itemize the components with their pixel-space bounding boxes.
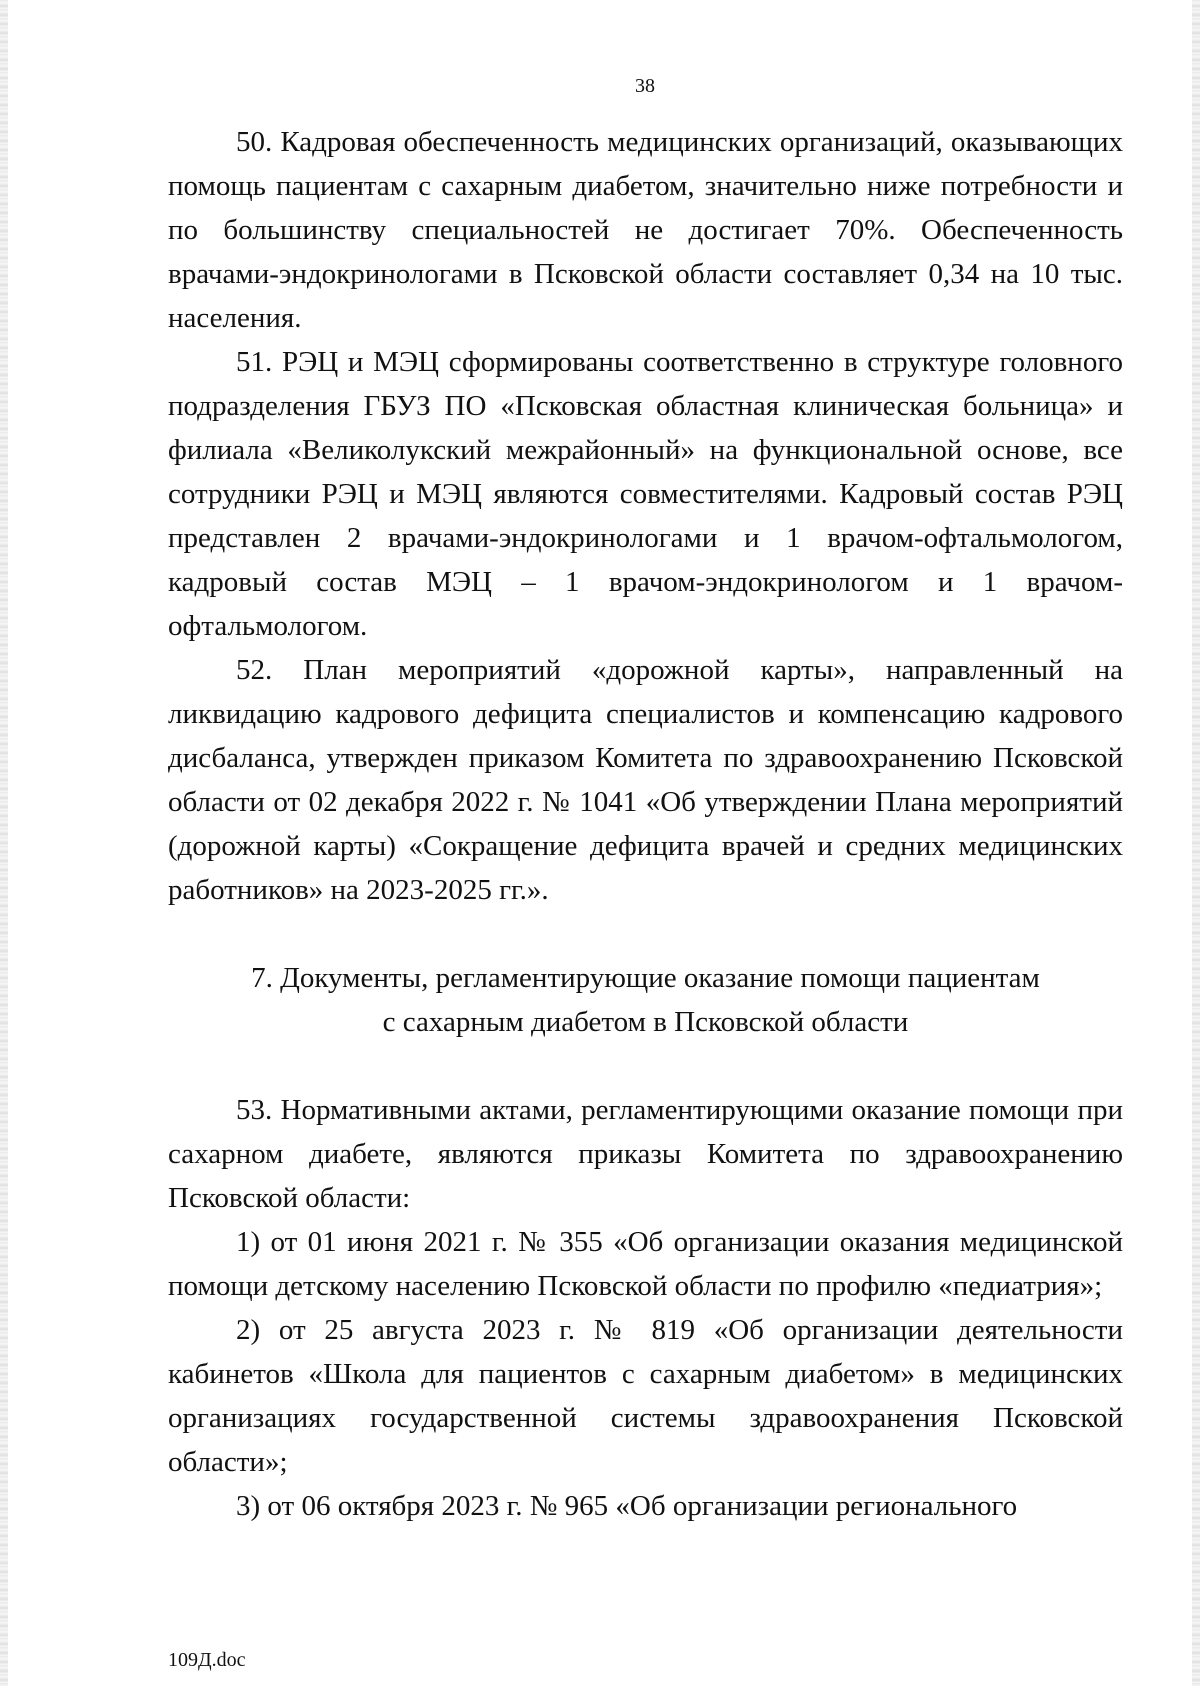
scan-edge-right — [1192, 0, 1200, 1686]
paragraph-51: 51. РЭЦ и МЭЦ сформированы соответственно в структуре головного подразделения ГБУЗ ПО «Псковская областная клиническая больница» и филиала «Великолукский межрайонный» на функциональной основе, все сотрудники РЭЦ и МЭЦ являются совместителями. Кадровый состав РЭЦ представлен 2 врачами-эндокринологами и 1 врачом-офтальмологом, кадровый состав МЭЦ – 1 врачом-эндокринологом и 1 врачом-офтальмологом. — [168, 346, 1123, 642]
footer-filename: 109Д.doc — [168, 1649, 246, 1671]
list-item-1: 1) от 01 июня 2021 г. № 355 «Об организации оказания медицинской помощи детскому населению Псковской области по профилю «педиатрия»; — [168, 1226, 1123, 1302]
paragraph-53: 53. Нормативными актами, регламентирующими оказание помощи при сахарном диабете, являются приказы Комитета по здравоохранению Псковской области: — [168, 1094, 1123, 1214]
list-item-3: 3) от 06 октября 2023 г. № 965 «Об организации регионального — [236, 1490, 1018, 1522]
paragraph-50: 50. Кадровая обеспеченность медицинских организаций, оказывающих помощь пациентам с сахарным диабетом, значительно ниже потребности и по большинству специальностей не достигает 70%. Обеспеченность врачами-эндокринологами в Псковской области составляет 0,34 на 10 тыс. населения. — [168, 126, 1123, 334]
scan-edge-left — [0, 0, 8, 1686]
section-heading — [168, 956, 1123, 1044]
section-heading-line-2: с сахарным диабетом в Псковской области — [382, 1006, 909, 1038]
document-body — [168, 120, 1123, 1528]
page-number: 38 — [635, 75, 655, 97]
section-heading-line-1: 7. Документы, регламентирующие оказание помощи пациентам — [251, 962, 1040, 994]
list-item-2: 2) от 25 августа 2023 г. № 819 «Об организации деятельности кабинетов «Школа для пациентов с сахарным диабетом» в медицинских организациях государственной системы здравоохранения Псковской области»; — [168, 1314, 1123, 1478]
paragraph-52: 52. План мероприятий «дорожной карты», направленный на ликвидацию кадрового дефицита специалистов и компенсацию кадрового дисбаланса, утвержден приказом Комитета по здравоохранению Псковской области от 02 декабря 2022 г. № 1041 «Об утверждении Плана мероприятий (дорожной карты) «Сокращение дефицита врачей и средних медицинских работников» на 2023-2025 гг.». — [168, 654, 1123, 906]
